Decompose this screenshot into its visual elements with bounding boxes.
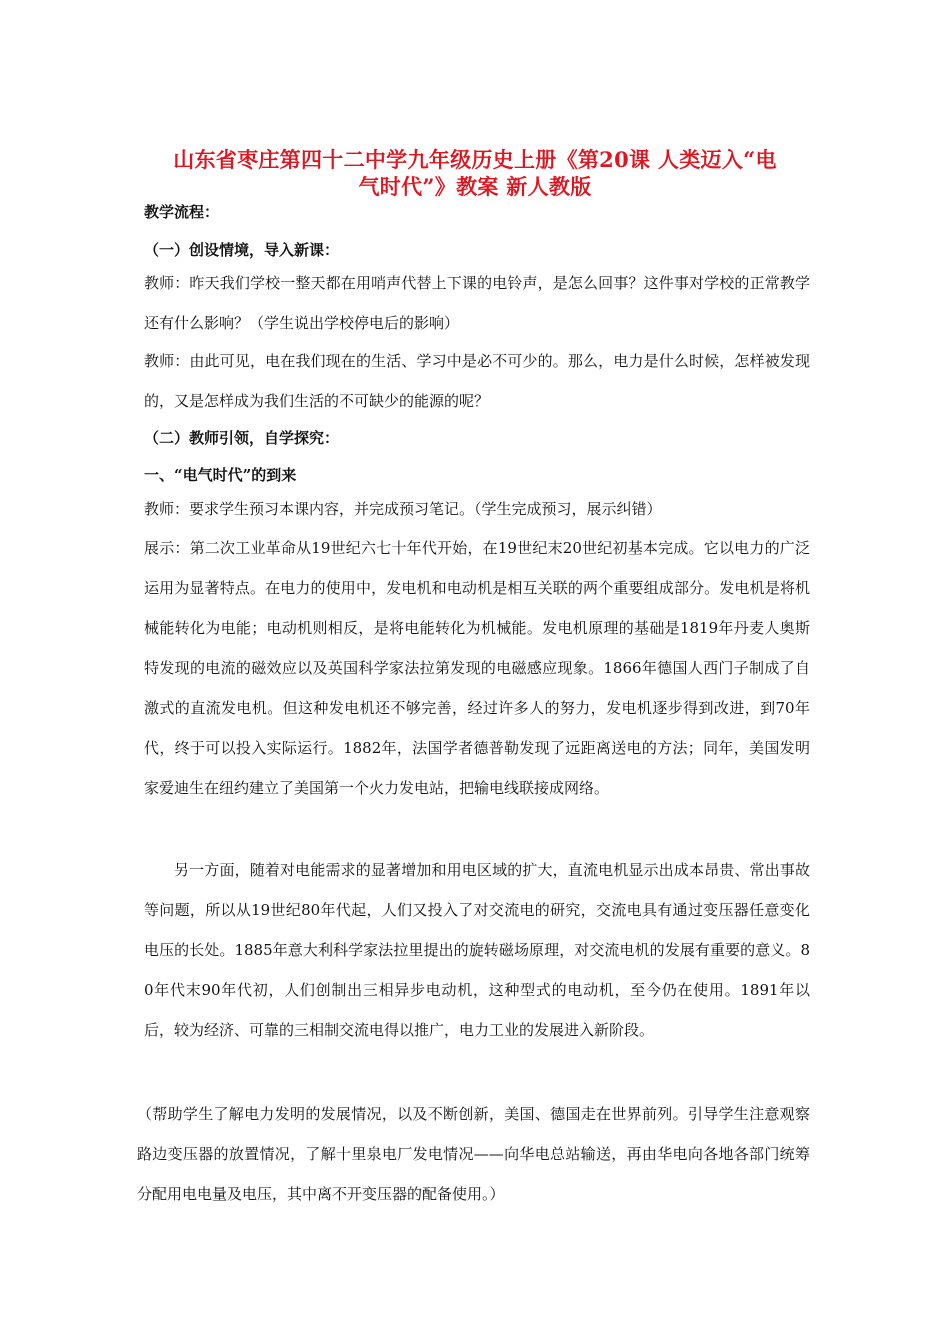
section-one-heading: （一）创设情境，导入新课： <box>144 241 340 259</box>
document-title <box>120 146 830 200</box>
title-line-1: 山东省枣庄第四十二中学九年级历史上册《第20课 人类迈入“电 <box>173 147 777 172</box>
show-paragraph: 展示：第二次工业革命从19世纪六七十年代开始，在19世纪末20世纪初基本完成。它以电力的广泛运用为显著特点。在电力的使用中，发电机和电动机是相互关联的两个重要组成部分。发电机是将机械能转化为电能；电动机则相反，是将电能转化为机械能。发电机原理的基础是1819年丹麦人奥斯特发现的电流的磁效应以及英国科学家法拉第发现的电磁感应现象。1866年德国人西门子制成了自激式的直流发电机。但这种发电机还不够完善，经过许多人的努力，发电机逐步得到改进，到70年代，终于可以投入实际运行。1882年，法国学者德普勒发现了远距离送电的方法；同年，美国发明家爱迪生在纽约建立了美国第一个火力发电站，把输电线联接成网络。 <box>144 539 810 797</box>
teacher-paragraph-1: 教师：昨天我们学校一整天都在用哨声代替上下课的电铃声，是怎么回事？这件事对学校的正常教学还有什么影响？（学生说出学校停电后的影响） <box>144 274 810 332</box>
subsection-electric-age-heading: 一、“电气时代”的到来 <box>144 466 297 484</box>
other-aspect-paragraph: 另一方面，随着对电能需求的显著增加和用电区域的扩大，直流电机显示出成本昂贵、常出事故等问题，所以从19世纪80年代起，人们又投入了对交流电的研究，交流电具有通过变压器任意变化电压的长处。1885年意大利科学家法拉里提出的旋转磁场原理，对交流电机的发展有重要的意义。80年代末90年代初，人们创制出三相异步电动机，这种型式的电动机，至今仍在使用。1891年以后，较为经济、可靠的三相制交流电得以推广，电力工业的发展进入新阶段。 <box>144 861 810 1039</box>
title-line-2: 气时代”》教案 新人教版 <box>358 174 592 199</box>
section-two-heading: （二）教师引领，自学探究： <box>144 429 340 447</box>
teacher-paragraph-3: 教师：要求学生预习本课内容，并完成预习笔记。（学生完成预习，展示纠错） <box>144 500 662 518</box>
section-flow-heading: 教学流程： <box>144 203 220 221</box>
teaching-note-paragraph: （帮助学生了解电力发明的发展情况，以及不断创新，美国、德国走在世界前列。引导学生注意观察路边变压器的放置情况，了解十里泉电厂发电情况——向华电总站输送，再由华电向各地各部门统筹分配用电电量及电压，其中离不开变压器的配备使用。） <box>137 1105 810 1203</box>
teacher-paragraph-2: 教师：由此可见，电在我们现在的生活、学习中是必不可少的。那么，电力是什么时候，怎样被发现的，又是怎样成为我们生活的不可缺少的能源的呢？ <box>144 352 810 410</box>
